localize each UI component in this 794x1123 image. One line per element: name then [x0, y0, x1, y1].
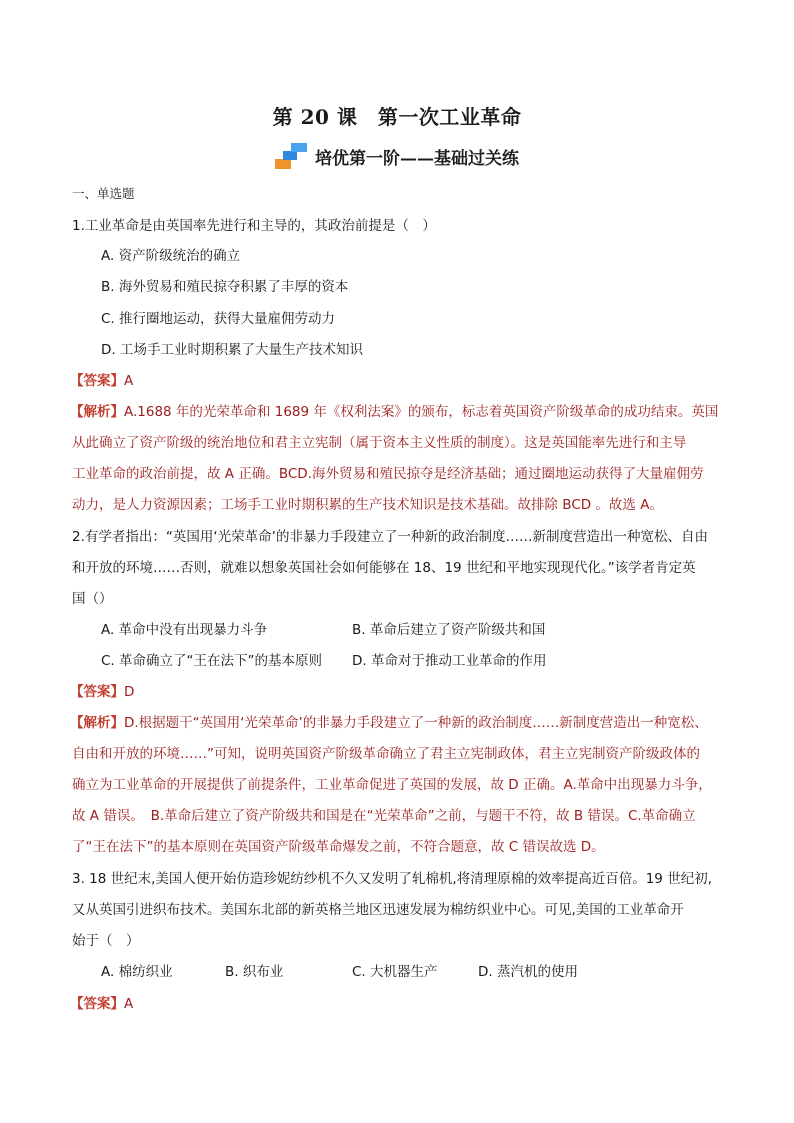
section-heading: 一、单选题	[72, 186, 135, 201]
q1-option-a: A. 资产阶级统治的确立	[101, 248, 241, 264]
q3-option-a: A. 棉纺织业	[101, 964, 173, 980]
q1-analysis-line: 工业革命的政治前提，故 A 正确。BCD.海外贸易和殖民掠夺是经济基础；通过圈地运动获得了大量雇佣劳	[72, 466, 704, 482]
q2-analysis-line: 确立为工业革命的开展提供了前提条件，工业革命促进了英国的发展，故 D 正确。A.革命中出现暴力斗争，	[72, 777, 712, 793]
q3-answer-value: A	[124, 996, 134, 1012]
q2-option-a: A. 革命中没有出现暴力斗争	[101, 622, 268, 638]
q1-answer-value: A	[124, 373, 134, 389]
q2-stem-line: 国（）	[72, 591, 113, 607]
q2-analysis-line: 【解析】D.根据题干“英国用‘光荣革命’的非暴力手段建立了一种新的政治制度……新制度营造出一种宽松、	[70, 715, 708, 731]
q2-answer-value: D	[124, 684, 135, 700]
q2-option-d: D. 革命对于推动工业革命的作用	[352, 653, 547, 669]
q1-analysis-line: 【解析】A.1688 年的光荣革命和 1689 年《权利法案》的颁布，标志着英国资产阶级革命的成功结束。英国	[70, 404, 719, 420]
q1-analysis-line: 从此确立了资产阶级的统治地位和君主立宪制（属于资本主义性质的制度）。这是英国能率先进行和主导	[72, 435, 687, 451]
q3-option-c: C. 大机器生产	[352, 964, 438, 980]
q2-analysis-line: 自由和开放的环境……”可知，说明英国资产阶级革命确立了君主立宪制政体，君主立宪制资产阶级政体的	[72, 746, 700, 762]
q2-stem-line: 和开放的环境……否则，就难以想象英国社会如何能够在 18、19 世纪和平地实现现代化。”该学者肯定英	[72, 560, 696, 576]
subtitle-row	[0, 143, 794, 169]
q2-analysis-line: 了“王在法下”的基本原则在英国资产阶级革命爆发之前，不符合题意，故 C 错误故选 D。	[72, 839, 605, 855]
q3-stem-line: 始于（ ）	[72, 933, 140, 949]
q3-option-b: B. 织布业	[225, 964, 284, 980]
q1-option-b: B. 海外贸易和殖民掠夺积累了丰厚的资本	[101, 279, 349, 295]
q3-stem-line: 又从英国引进织布技术。美国东北部的新英格兰地区迅速发展为棉纺织业中心。可见,美国的工业革命开	[72, 902, 684, 918]
answer-tag: 【答案】	[70, 373, 124, 389]
q2-option-b: B. 革命后建立了资产阶级共和国	[352, 622, 546, 638]
q1-stem: 1.工业革命是由英国率先进行和主导的，其政治前提是（ ）	[72, 218, 436, 234]
steps-logo-icon	[275, 143, 309, 169]
q2-answer	[70, 682, 134, 702]
analysis-tag: 【解析】	[70, 404, 124, 420]
page-subtitle: 培优第一阶——基础过关练	[315, 148, 519, 169]
q2-option-c: C. 革命确立了“王在法下”的基本原则	[101, 653, 322, 669]
q1-option-d: D. 工场手工业时期积累了大量生产技术知识	[101, 342, 363, 358]
q3-option-d: D. 蒸汽机的使用	[478, 964, 578, 980]
page-title: 第 20 课 第一次工业革命	[272, 105, 522, 129]
q1-analysis-line: 动力，是人力资源因素；工场手工业时期积累的生产技术知识是技术基础。故排除 BCD 。故选 A。	[72, 497, 663, 513]
q1-option-c: C. 推行圈地运动，获得大量雇佣劳动力	[101, 311, 336, 327]
q2-analysis-line: 故 A 错误。 B.革命后建立了资产阶级共和国是在“光荣革命”之前，与题干不符，故 B 错误。C.革命确立	[72, 808, 696, 824]
q1-answer	[70, 371, 133, 391]
answer-tag: 【答案】	[70, 996, 124, 1012]
analysis-tag: 【解析】	[70, 715, 124, 731]
q2-stem-line: 2.有学者指出：“英国用‘光荣革命’的非暴力手段建立了一种新的政治制度……新制度营造出一种宽松、自由	[72, 529, 708, 545]
q3-stem-line: 3. 18 世纪末,美国人便开始仿造珍妮纺纱机不久又发明了轧棉机,将清理原棉的效率提高近百倍。19 世纪初,	[72, 871, 712, 887]
q3-answer	[70, 994, 133, 1014]
answer-tag: 【答案】	[70, 684, 124, 700]
